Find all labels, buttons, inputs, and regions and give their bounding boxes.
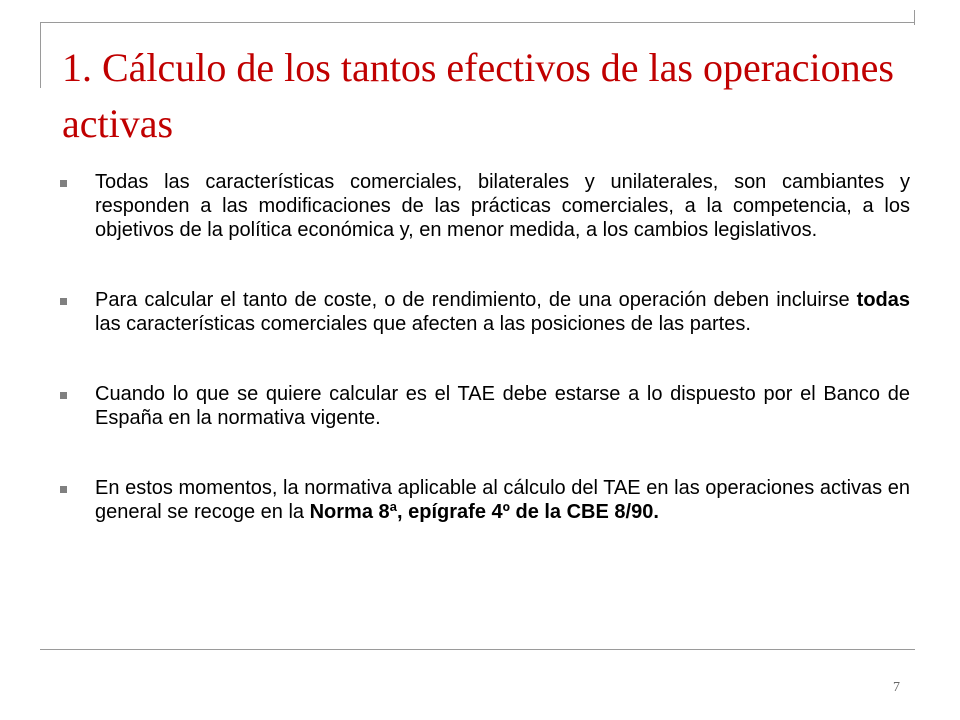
bullet-bold-text: todas <box>856 289 910 311</box>
square-bullet-icon <box>60 180 67 187</box>
bullet-item <box>60 288 910 336</box>
bullet-item <box>60 170 910 242</box>
bullet-text: Cuando lo que se quiere calcular es el TAE debe estarse a lo dispuesto por el Banco de España en la normativa vigente. <box>95 383 910 429</box>
bullet-list <box>60 170 910 524</box>
square-bullet-icon <box>60 298 67 305</box>
square-bullet-icon <box>60 486 67 493</box>
page-number: 7 <box>893 680 900 695</box>
slide-title: 1. Cálculo de los tantos efectivos de las operaciones activas <box>62 45 894 146</box>
bullet-item <box>60 476 910 524</box>
bottom-frame-line <box>40 649 915 650</box>
left-frame-line <box>40 22 41 88</box>
bullet-text: Para calcular el tanto de coste, o de rendimiento, de una operación deben incluirse <box>95 289 857 311</box>
right-frame-tick <box>914 10 915 25</box>
bullet-bold-text: Norma 8ª, epígrafe 4º de la CBE 8/90. <box>309 501 659 523</box>
bullet-text: Todas las características comerciales, bilaterales y unilaterales, son cambiantes y responden a las modificaciones de las prácticas comerciales, a la competencia, a los objetivos de la política económica y, en menor medida, a los cambios legislativos. <box>95 171 910 241</box>
bullet-text: las características comerciales que afecten a las posiciones de las partes. <box>95 313 751 335</box>
top-frame-line <box>40 22 915 23</box>
square-bullet-icon <box>60 392 67 399</box>
bullet-text: En estos momentos, la normativa aplicable al cálculo del TAE en las operaciones activas en general se recoge en la <box>95 477 910 523</box>
bullet-item <box>60 382 910 430</box>
